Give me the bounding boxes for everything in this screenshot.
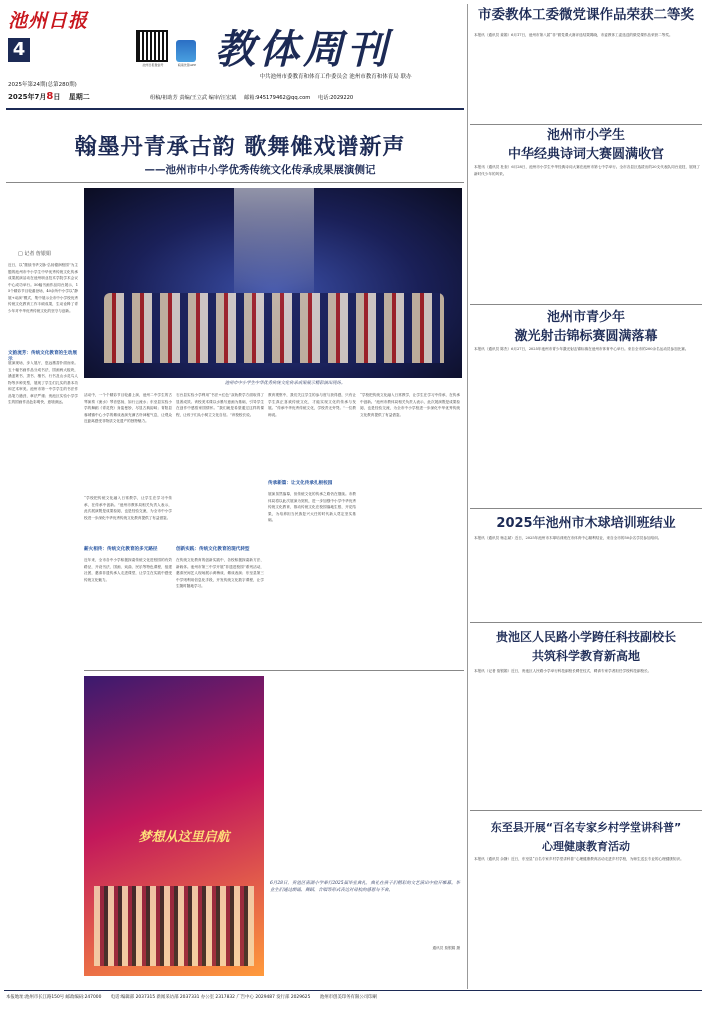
article3-title: 2025年池州市木球培训班结业 — [496, 516, 676, 531]
date-suffix: 日 — [53, 93, 61, 101]
photo-caption: 池州市中小学生中华优秀传统文化传承成果展示精彩演出现场。 — [224, 381, 346, 386]
lead-col4b: 展演虽然落幕，但传统文化的传承之路仍在继续。市教体局将以此次展演为契机，进一步加强中小学中华优秀传统文化教育，推动传统文化在校园落地生根、开花结果，为培养担当民族复兴大任的时代新人奠定坚实基础。 — [268, 492, 356, 522]
date-line — [8, 91, 90, 102]
footer-address: 本报地址:池州市长江路150号 邮政编码:247000 — [6, 995, 102, 1000]
photo2-credit: 通讯员 詹银娟 摄 — [432, 946, 460, 950]
lead-col5: “学校把传统文化融入日常教学，让学生在学习中传承，在传承中创新。”池州市教体局相关负责人表示，此次展演既是成果检阅，也是经验交流，为全市中小学校进一步深化中华优秀传统文化教育提供了有益借鉴。 — [360, 393, 460, 417]
lead-col3b: 在传统文化教育的创新实践中，各校积极探索新方法、新载体。池州市第三中学开展“非遗进校园”系列活动，邀请民间艺人现场展示黄梅戏、傩戏表演；东至县第三中学则利用信息化手段，开发传统文化数字课程，让学生随时随地学习。 — [176, 558, 264, 588]
masthead — [0, 0, 464, 110]
lead-col1: 近日，以“继续书华文脉·弘扬德润校园”为主题的池州市中小学生中华优秀传统文化传承成果展演活动在池州职业技术学院学术会议中心成功举行。50幅书画作品同台展示，15个精彩节目轮番登场，40余所中小学以“静展+动演”模式，集中展示全市中小学校优秀传统文化教育工作丰硕成果，生动诠释了青少年对中华优秀传统文化的坚守与创新。 — [8, 263, 78, 313]
graduation-photo — [84, 676, 264, 976]
stage-light — [234, 188, 314, 308]
qr-caption: 池州日报微信号 — [142, 63, 164, 67]
article5-text: 本报讯（通讯员 余静）近日，东至县“百名专家乡村学堂讲科普”心理健康教育活动走进乡村学校，为师生送去专业的心理健康知识。 — [474, 857, 684, 861]
issue-line: 2025年第24期(总第280期) — [8, 82, 77, 88]
footer-phones: 电话:编辑部 2037315 新闻采访部 2037331 办公室 2317832 广告中心 2029487 发行部 2029625 — [110, 995, 311, 1000]
weekday: 星期二 — [68, 93, 90, 101]
lead-col3: 石台县实验小学利用“书法+红色”双轨教学方面取得了显著成效。该校美术课以水墨写意画为基础，引导学生在创作中感悟家国情怀。“我们就是希望通过这样的课程，让孩子们从小树立文化自信。”该校校长说。 — [176, 393, 264, 417]
subhead-2: 薪火相传：传统文化教育的多元路径 — [84, 547, 158, 552]
pen-icon: □ — [18, 251, 25, 257]
newspaper-logo: 池州日报 — [8, 10, 89, 32]
byline-text: 记者 詹银娟 — [24, 251, 51, 257]
photo2-caption: 6月28日，贵池区南湖小学举行2025届毕业典礼，典礼在孩子们精彩的文艺演出中拉开帷幕。毕业生们通过朗诵、舞蹈、合唱等形式表达对母校的感恩与不舍。 — [270, 881, 460, 893]
lead-col1b: 展演现场，步入展厅，悠远墨香扑面而来。五十幅书画作品分成书法、国画两大板块，涵盖篆书、隶书、楷书、行书及山水花鸟人物等多种类型，展现了学生们扎实的基本功和艺术审美。池州市第一中学学生的书法作品笔力遒劲，章法严谨；贵池区实验小学学生的国画作品色彩明快，意境深远。 — [8, 361, 78, 404]
stage-banner: 梦想从这里启航 — [138, 830, 230, 845]
app-logo-icon — [176, 40, 196, 62]
email: 邮箱:945179462@qq.com — [244, 95, 311, 101]
article3-text: 本报讯（通讯员 杨志斌）近日，2025年池州市木球培训班在市体育中心顺利结业，来自全市的50余名学员参加培训。 — [474, 536, 662, 540]
article2-text: 本报讯（通讯员 陈杰）6月27日，2025年池州市青少年激光射击锦标赛在池州市体育中心举行。来自全市的200余名运动员参加比赛。 — [474, 347, 689, 351]
editors: 组稿/祖助芳 责编/王立武 编审/汪宏斌 — [150, 95, 237, 101]
editors-line — [150, 94, 464, 101]
subhead-3: 创新实践：传统文化教育的现代转型 — [176, 547, 250, 552]
subhead-4: 传承新篇：让文化传承扎根校园 — [268, 481, 333, 486]
column-title: 教体周刊 — [215, 27, 391, 73]
lead-col2a: 活动中，一个个精彩节目轮番上演，池州二中学生的古琴演奏《流水》琴音悠扬，如行云流水；东至县实验小学的舞蹈《青花瓷》身姿曼妙，尽显古典韵味；青阳县蓉城镇中心小学的傩戏表演充满古朴神秘气息，让观众近距离感受非物质文化遗产的独特魅力。 — [84, 393, 172, 423]
byline — [18, 250, 51, 257]
app-caption: 皖南先锋APP — [177, 63, 197, 67]
lead-col4: 教育观察中，我们关注学生的参与度与获得感，只有让学生真正喜欢传统文化，才能实现文化的传承与发展。“传承中华优秀传统文化，学校责无旁贷。”一位教师说。 — [268, 393, 356, 417]
stage-photo — [84, 188, 462, 378]
article4-text: 本报讯（记者 詹银娟）近日，贵池区人民路小学举行科技副校长聘任仪式，聘请专家学者担任学校科技副校长。 — [474, 669, 652, 673]
footer-printer: 池州市创美印务有限公司印刷 — [319, 995, 377, 1000]
lead-col2b: “学校把传统文化融入日常教学，让学生在学习中传承，在传承中创新。”池州市教体局相关负责人表示，此次展演既是成果检阅，也是经验交流，为全市中小学校进一步深化中华优秀传统文化教育提供了有益借鉴。 — [84, 496, 172, 520]
qr-code-icon — [138, 32, 166, 60]
top-article: 本报讯（通讯员 姜娟）6月17日，池州市第八届“非”微党课大赛评选结果揭晓，市委教体工委选送的微党课作品荣获二等奖。 — [474, 33, 673, 37]
date-month: 2025年7月 — [8, 93, 47, 101]
dancers — [104, 293, 444, 363]
date-day: 8 — [46, 91, 54, 102]
footer — [6, 994, 702, 1000]
article4-title: 贵池区人民路小学跨任科技副校长 共筑科学教育新高地 — [495, 630, 676, 663]
article5-title: 东至县开展“百名专家乡村学堂讲科普” 心理健康教育活动 — [490, 821, 682, 853]
lead-col2c: 近年来，全市各中小学积极探索传统文化进校园的有效路径，开设书法、国画、戏曲、民乐等特色课程，组建社团，邀请非遗传承人走进课堂，让学生在实践中感受传统文化魅力。 — [84, 558, 172, 582]
performers — [94, 886, 254, 966]
top-headline: 市委教体工委微党课作品荣获二等奖 — [478, 7, 694, 23]
phone: 电话:2029220 — [318, 95, 354, 101]
page-number: 4 — [8, 38, 30, 62]
article2-title: 池州市青少年 激光射击锦标赛圆满落幕 — [514, 310, 658, 344]
article1-title: 池州市小学生 中华经典诗词大赛圆满收官 — [507, 128, 664, 162]
article1-text: 本报讯（通讯员 杜奎）6月28日，池州市小学生中华经典诗词大赛在池州市第七中学举行。全市各县区选拔出的20支代表队同台竞技，展现了新时代少年的风采。 — [474, 165, 700, 176]
subhead-1: 文韵流芳：传统文化教育的生动展示 — [8, 351, 77, 362]
sponsor-bar: 中共池州市委教育和体育工作委员会 池州市教育和体育局 联办 — [259, 74, 412, 80]
lead-headline: 翰墨丹青承古韵 歌舞傩戏谱新声 — [74, 135, 406, 160]
lead-subhead: ——池州市中小学优秀传统文化传承成果展演侧记 — [144, 164, 376, 176]
